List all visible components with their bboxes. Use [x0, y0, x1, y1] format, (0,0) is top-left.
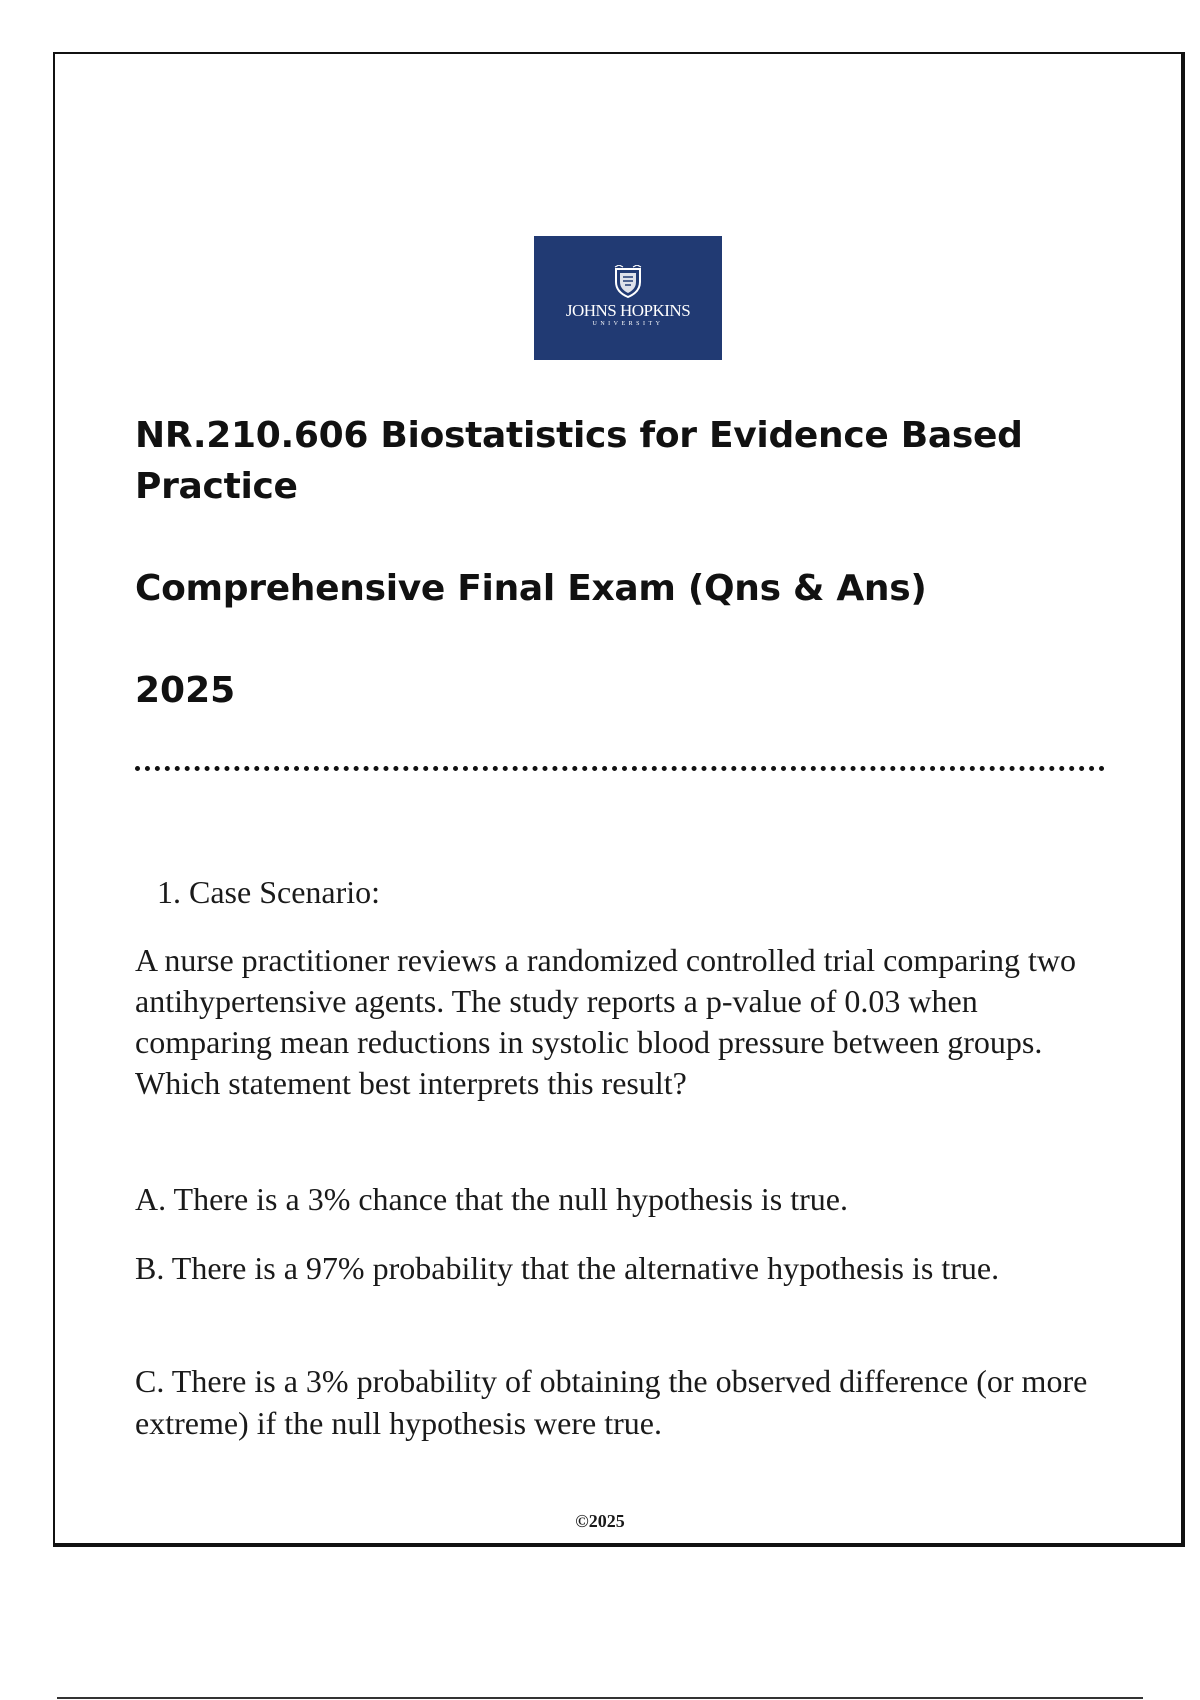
exam-year: 2025 [135, 670, 236, 711]
answer-option-b: B. There is a 97% probability that the alternative hypothesis is true. [135, 1250, 1000, 1286]
copyright-footer: ©2025 [575, 1511, 625, 1531]
johns-hopkins-logo [534, 236, 722, 360]
answer-option-a: A. There is a 3% chance that the null hypothesis is true. [135, 1181, 848, 1217]
exam-subtitle: Comprehensive Final Exam (Qns & Ans) [135, 568, 927, 609]
logo-subtitle: UNIVERSITY [592, 321, 664, 327]
university-shield-icon [613, 265, 643, 299]
logo-name: JOHNS HOPKINS [565, 301, 691, 320]
bottom-rule [57, 1697, 1143, 1699]
course-title: NR.210.606 Biostatistics for Evidence Based Practice [135, 415, 1023, 507]
answer-option-c: C. There is a 3% probability of obtaining the observed difference (or more extreme) if the null hypothesis were true. [135, 1363, 1088, 1441]
question-scenario: A nurse practitioner reviews a randomized controlled trial comparing two antihypertensive agents. The study reports a p-value of 0.03 when comparing mean reductions in systolic blood pressure between groups. Which statement best interprets this result? [135, 942, 1077, 1101]
question-heading: 1. Case Scenario: [157, 874, 381, 910]
dotted-divider [135, 766, 1105, 771]
